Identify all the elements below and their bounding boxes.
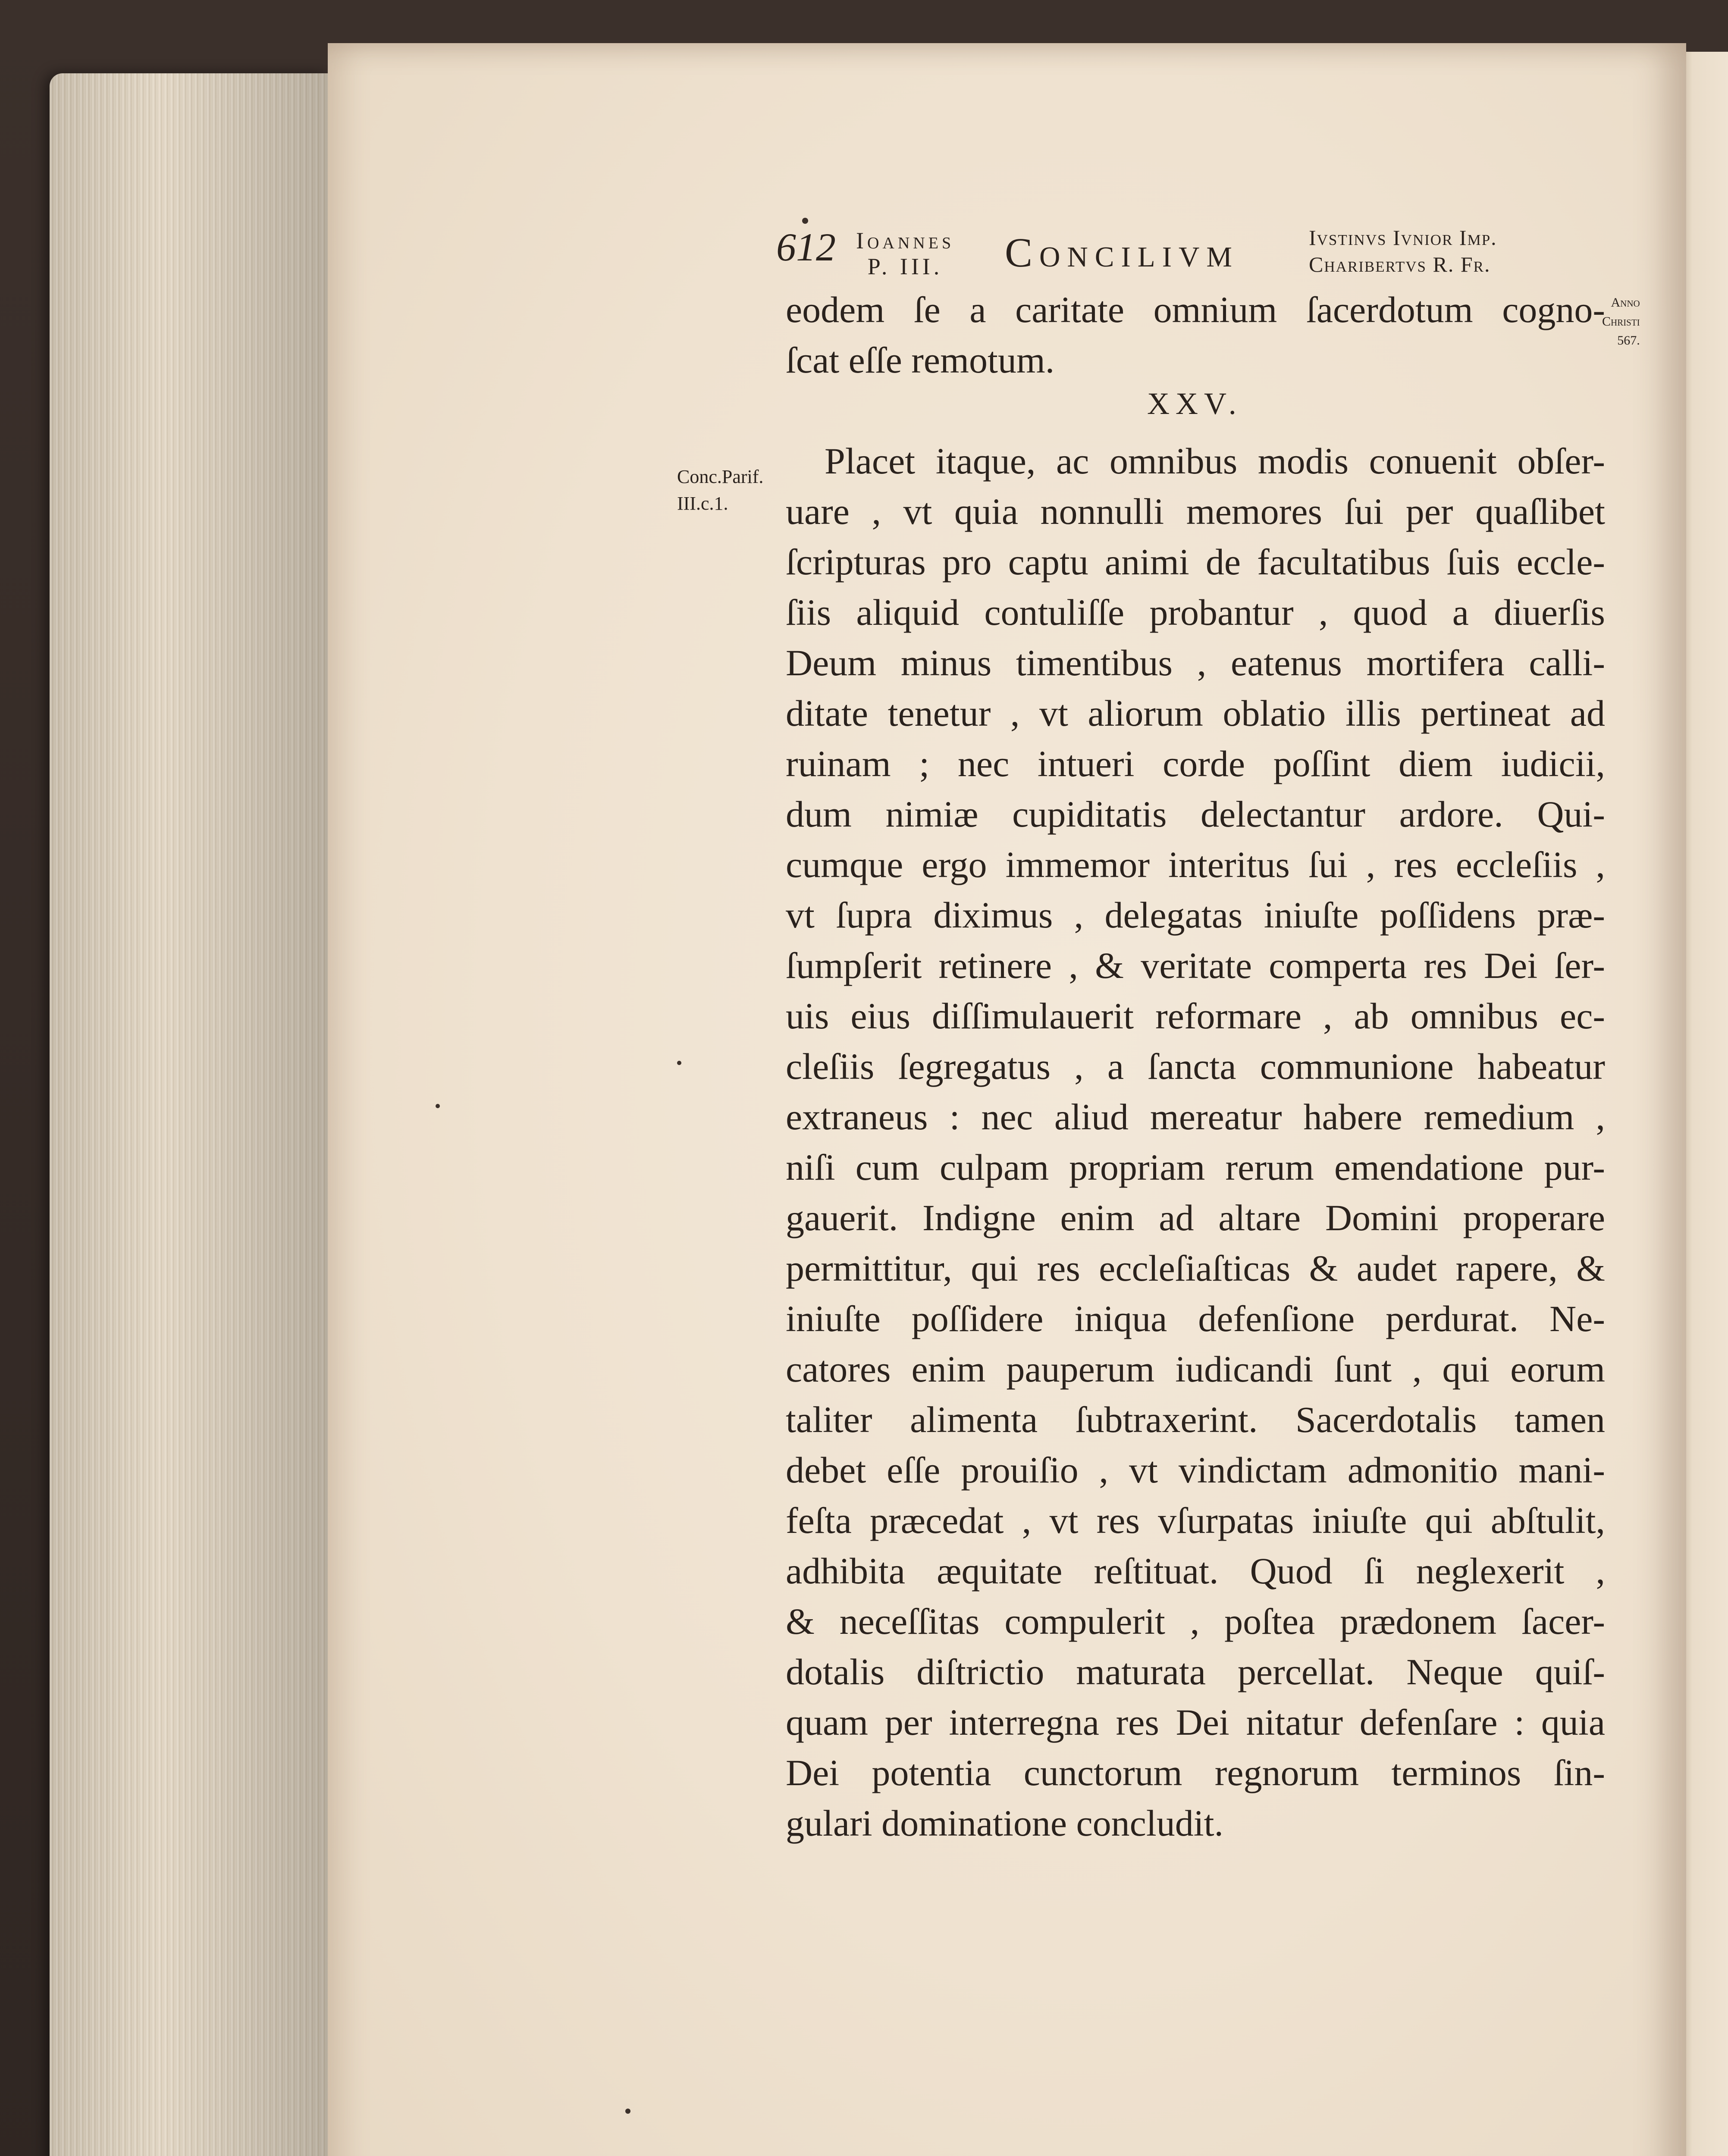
ink-speck (677, 1061, 681, 1065)
text-line: quam per interregna res Dei nitatur defenſare : quia (786, 1702, 1605, 1743)
section-number: XXV. (1147, 386, 1242, 421)
text-line: uis eius diſſimulauerit reformare , ab omnibus ec- (786, 995, 1605, 1037)
text-line: ruinam ; nec intueri corde poſſint diem iudicii, (786, 743, 1605, 784)
anno-label: Anno (1611, 295, 1640, 310)
text-line: uare , vt quia nonnulli memores ſui per quaſlibet (786, 491, 1605, 532)
marginal-reference (677, 464, 763, 517)
text-line: gauerit. Indigne enim ad altare Domini properare (786, 1197, 1605, 1238)
text-line: cleſiis ſegregatus , a ſancta communione habeatur (786, 1046, 1605, 1087)
text-line: catores enim pauperum iudicandi ſunt , qui eorum (786, 1348, 1605, 1390)
ink-speck (625, 2109, 630, 2114)
anno-year: 567. (1617, 333, 1640, 348)
text-line: ſcripturas pro captu animi de facultatibus ſuis eccle- (786, 541, 1605, 583)
text-line: extraneus : nec aliud mereatur habere remedium , (786, 1096, 1605, 1138)
king-name: Charibertvs R. Fr. (1309, 252, 1491, 276)
marginal-reference-line: Conc.Parif. (677, 466, 764, 487)
body-text (786, 285, 1605, 1849)
text-line: iniuſte poſſidere iniqua defenſione perdurat. Ne- (786, 1298, 1605, 1339)
text-line: vt ſupra diximus , delegatas iniuſte poſſidens præ- (786, 894, 1605, 936)
text-line: ſiis aliquid contuliſſe probantur , quod a diuerſis (786, 592, 1605, 633)
text-line: Placet itaque, ac omnibus modis conuenit obſer- (825, 440, 1605, 482)
marginal-reference-line: III.c.1. (677, 493, 728, 514)
text-line: permittitur, qui res eccleſiaſticas & audet rapere, & (786, 1247, 1605, 1289)
text-line: dum nimiæ cupiditatis delectantur ardore. Qui- (786, 793, 1605, 835)
text-line: taliter alimenta ſubtraxerint. Sacerdotalis tamen (786, 1399, 1605, 1440)
ruler-header (1309, 224, 1497, 278)
text-line: eodem ſe a caritate omnium ſacerdotum cogno- (786, 289, 1605, 330)
pope-header (856, 228, 954, 279)
text-line: cumque ergo immemor interitus ſui , res eccleſiis , (786, 844, 1605, 885)
ink-speck (802, 218, 808, 224)
pope-number: P. III. (867, 254, 943, 279)
text-line: & neceſſitas compulerit , poſtea prædonem ſacer- (786, 1601, 1605, 1642)
christi-label: Christi (1602, 314, 1640, 329)
text-line: dotalis diſtrictio maturata percellat. Neque quiſ- (786, 1651, 1605, 1692)
anno-christi-note (1602, 293, 1640, 350)
text-line: ſumpſerit retinere , & veritate comperta res Dei ſer- (786, 945, 1605, 986)
text-line: feſta præcedat , vt res vſurpatas iniuſte qui abſtulit, (786, 1500, 1605, 1541)
text-line: adhibita æquitate reſtituat. Quod ſi neglexerit , (786, 1550, 1605, 1592)
ink-speck (436, 1104, 440, 1108)
text-line: ſcat eſſe remotum. (786, 339, 1055, 381)
text-line: debet eſſe prouiſio , vt vindictam admonitio mani- (786, 1449, 1605, 1491)
text-line: gulari dominatione concludit. (786, 1802, 1224, 1844)
pope-name: Ioannes (856, 228, 955, 254)
running-title: Concilivm (1005, 229, 1239, 276)
text-line: niſi cum culpam propriam rerum emendatione pur- (786, 1147, 1605, 1188)
page-edges (50, 73, 330, 2156)
text-line: Deum minus timentibus , eatenus mortifera calli- (786, 642, 1605, 683)
text-line: Dei potentia cunctorum regnorum terminos ſin- (786, 1752, 1605, 1793)
emperor-name: Ivstinvs Ivnior Imp. (1309, 226, 1497, 250)
text-line: ditate tenetur , vt aliorum oblatio illis pertineat ad (786, 693, 1605, 734)
page-number: 612 (776, 225, 836, 269)
